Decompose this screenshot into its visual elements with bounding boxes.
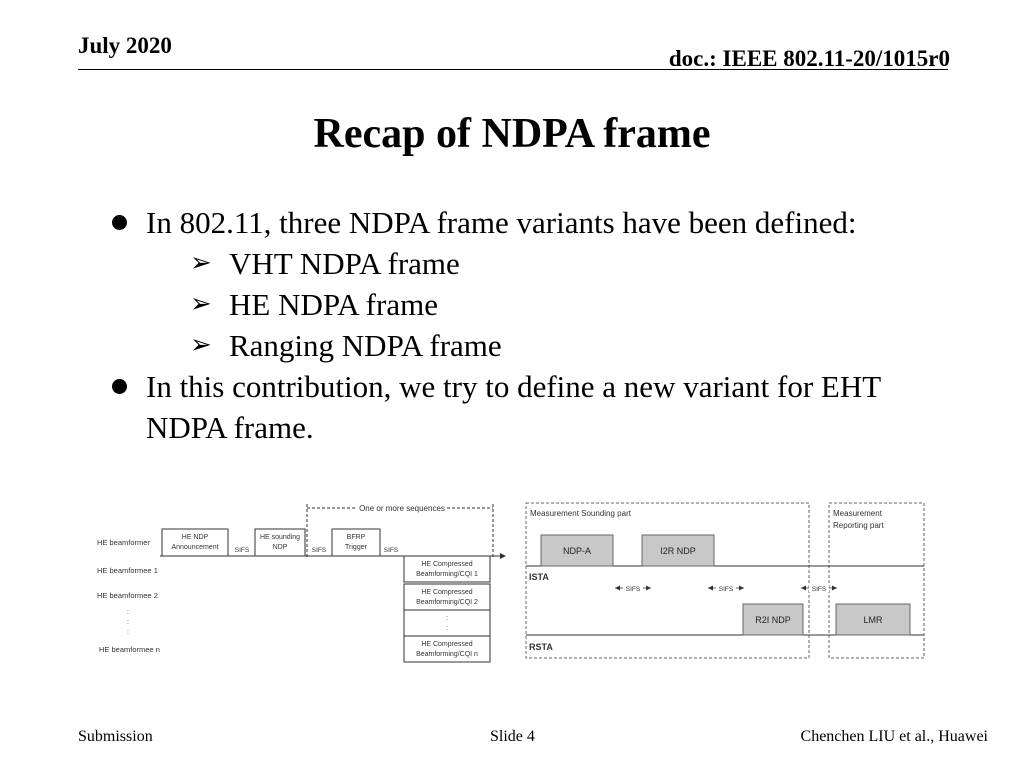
sifs-arrow-1 [615, 584, 651, 593]
frame-label: HE Compressed [421, 589, 473, 596]
rsta-label: RSTA [529, 642, 553, 652]
frame-label: R2I NDP [755, 615, 791, 625]
frame-label: NDP [272, 544, 288, 551]
he-compressed-bf-gap [404, 610, 490, 636]
arrow-bullet-icon: ➢ [190, 330, 212, 360]
ranging-sounding-diagram [525, 502, 927, 662]
frame-label: HE Compressed [421, 641, 473, 648]
row-label-beamformee-1: HE beamformee 1 [97, 566, 158, 575]
he-sounding-diagram [95, 496, 515, 668]
sub-bullet-item [110, 243, 910, 284]
ellipsis-dot: : [446, 615, 448, 622]
sub-bullet-item [110, 325, 910, 366]
bullet-dot-icon [112, 215, 127, 230]
sub-bullet-item [110, 284, 910, 325]
ellipsis-dot: : [127, 619, 129, 626]
frame-label: LMR [863, 615, 883, 625]
he-sounding-figure [95, 496, 515, 668]
arrow-bullet-icon: ➢ [190, 248, 212, 278]
footer-submission: Submission [78, 728, 153, 745]
footer-author: Chenchen LIU et al., Huawei [800, 728, 988, 745]
header-doc-id: doc.: IEEE 802.11-20/1015r0 [668, 46, 950, 71]
frame-label: HE sounding [259, 534, 301, 541]
sounding-part-label: Measurement Sounding part [530, 509, 631, 518]
sifs-label: SIFS [234, 547, 250, 554]
frame-label: I2R NDP [660, 546, 696, 556]
slide-title: Recap of NDPA frame [313, 111, 711, 157]
bullet-text: In this contribution, we try to define a new variant for EHT NDPA frame. [146, 369, 881, 445]
frame-label: Beamforming/CQI n [416, 651, 478, 658]
bullet-item [110, 366, 910, 448]
sifs-label: SIFS [718, 586, 734, 593]
sifs-arrow-2 [708, 584, 744, 593]
he-compressed-bf-1-frame [404, 556, 490, 582]
reporting-part-label: Measurement [833, 509, 882, 518]
sifs-arrow-3 [801, 584, 837, 593]
bullet-list [110, 202, 910, 448]
header-rule [78, 69, 948, 70]
header-date: July 2020 [78, 33, 172, 58]
frame-label: HE Compressed [421, 561, 473, 568]
sifs-label: SIFS [625, 586, 641, 593]
ellipsis-dot: : [127, 629, 129, 636]
sub-bullet-text: Ranging NDPA frame [229, 328, 502, 363]
row-label-beamformer: HE beamformer [97, 538, 150, 547]
frame-label: Announcement [171, 544, 219, 551]
reporting-part-label: Reporting part [833, 521, 884, 530]
frame-label: NDP-A [562, 546, 592, 556]
sifs-label: SIFS [383, 547, 399, 554]
ellipsis-dot: : [446, 625, 448, 632]
ista-label: ISTA [529, 572, 549, 582]
frame-label: Beamforming/CQI 2 [416, 599, 478, 606]
bullet-text: In 802.11, three NDPA frame variants have been defined: [146, 205, 857, 240]
sub-bullet-text: VHT NDPA frame [229, 246, 460, 281]
sifs-label: SIFS [811, 586, 827, 593]
he-compressed-bf-n-frame [404, 636, 490, 662]
he-compressed-bf-2-frame [404, 584, 490, 610]
row-label-beamformee-2: HE beamformee 2 [97, 591, 158, 600]
frame-label: Beamforming/CQI 1 [416, 571, 478, 578]
sub-bullet-text: HE NDPA frame [229, 287, 438, 322]
frame-label: BFRP [346, 534, 366, 541]
sifs-label: SIFS [311, 547, 327, 554]
bullet-item [110, 202, 910, 243]
row-label-beamformee-n: HE beamformee n [99, 645, 160, 654]
arrow-bullet-icon: ➢ [190, 289, 212, 319]
footer-slide-number: Slide 4 [490, 728, 535, 745]
frame-label: HE NDP [181, 534, 209, 541]
sequence-label: One or more sequences [359, 504, 445, 513]
frame-label: Trigger [345, 544, 367, 551]
ellipsis-dot: : [127, 609, 129, 616]
ranging-sounding-figure [525, 502, 927, 662]
bullet-dot-icon [112, 379, 127, 394]
